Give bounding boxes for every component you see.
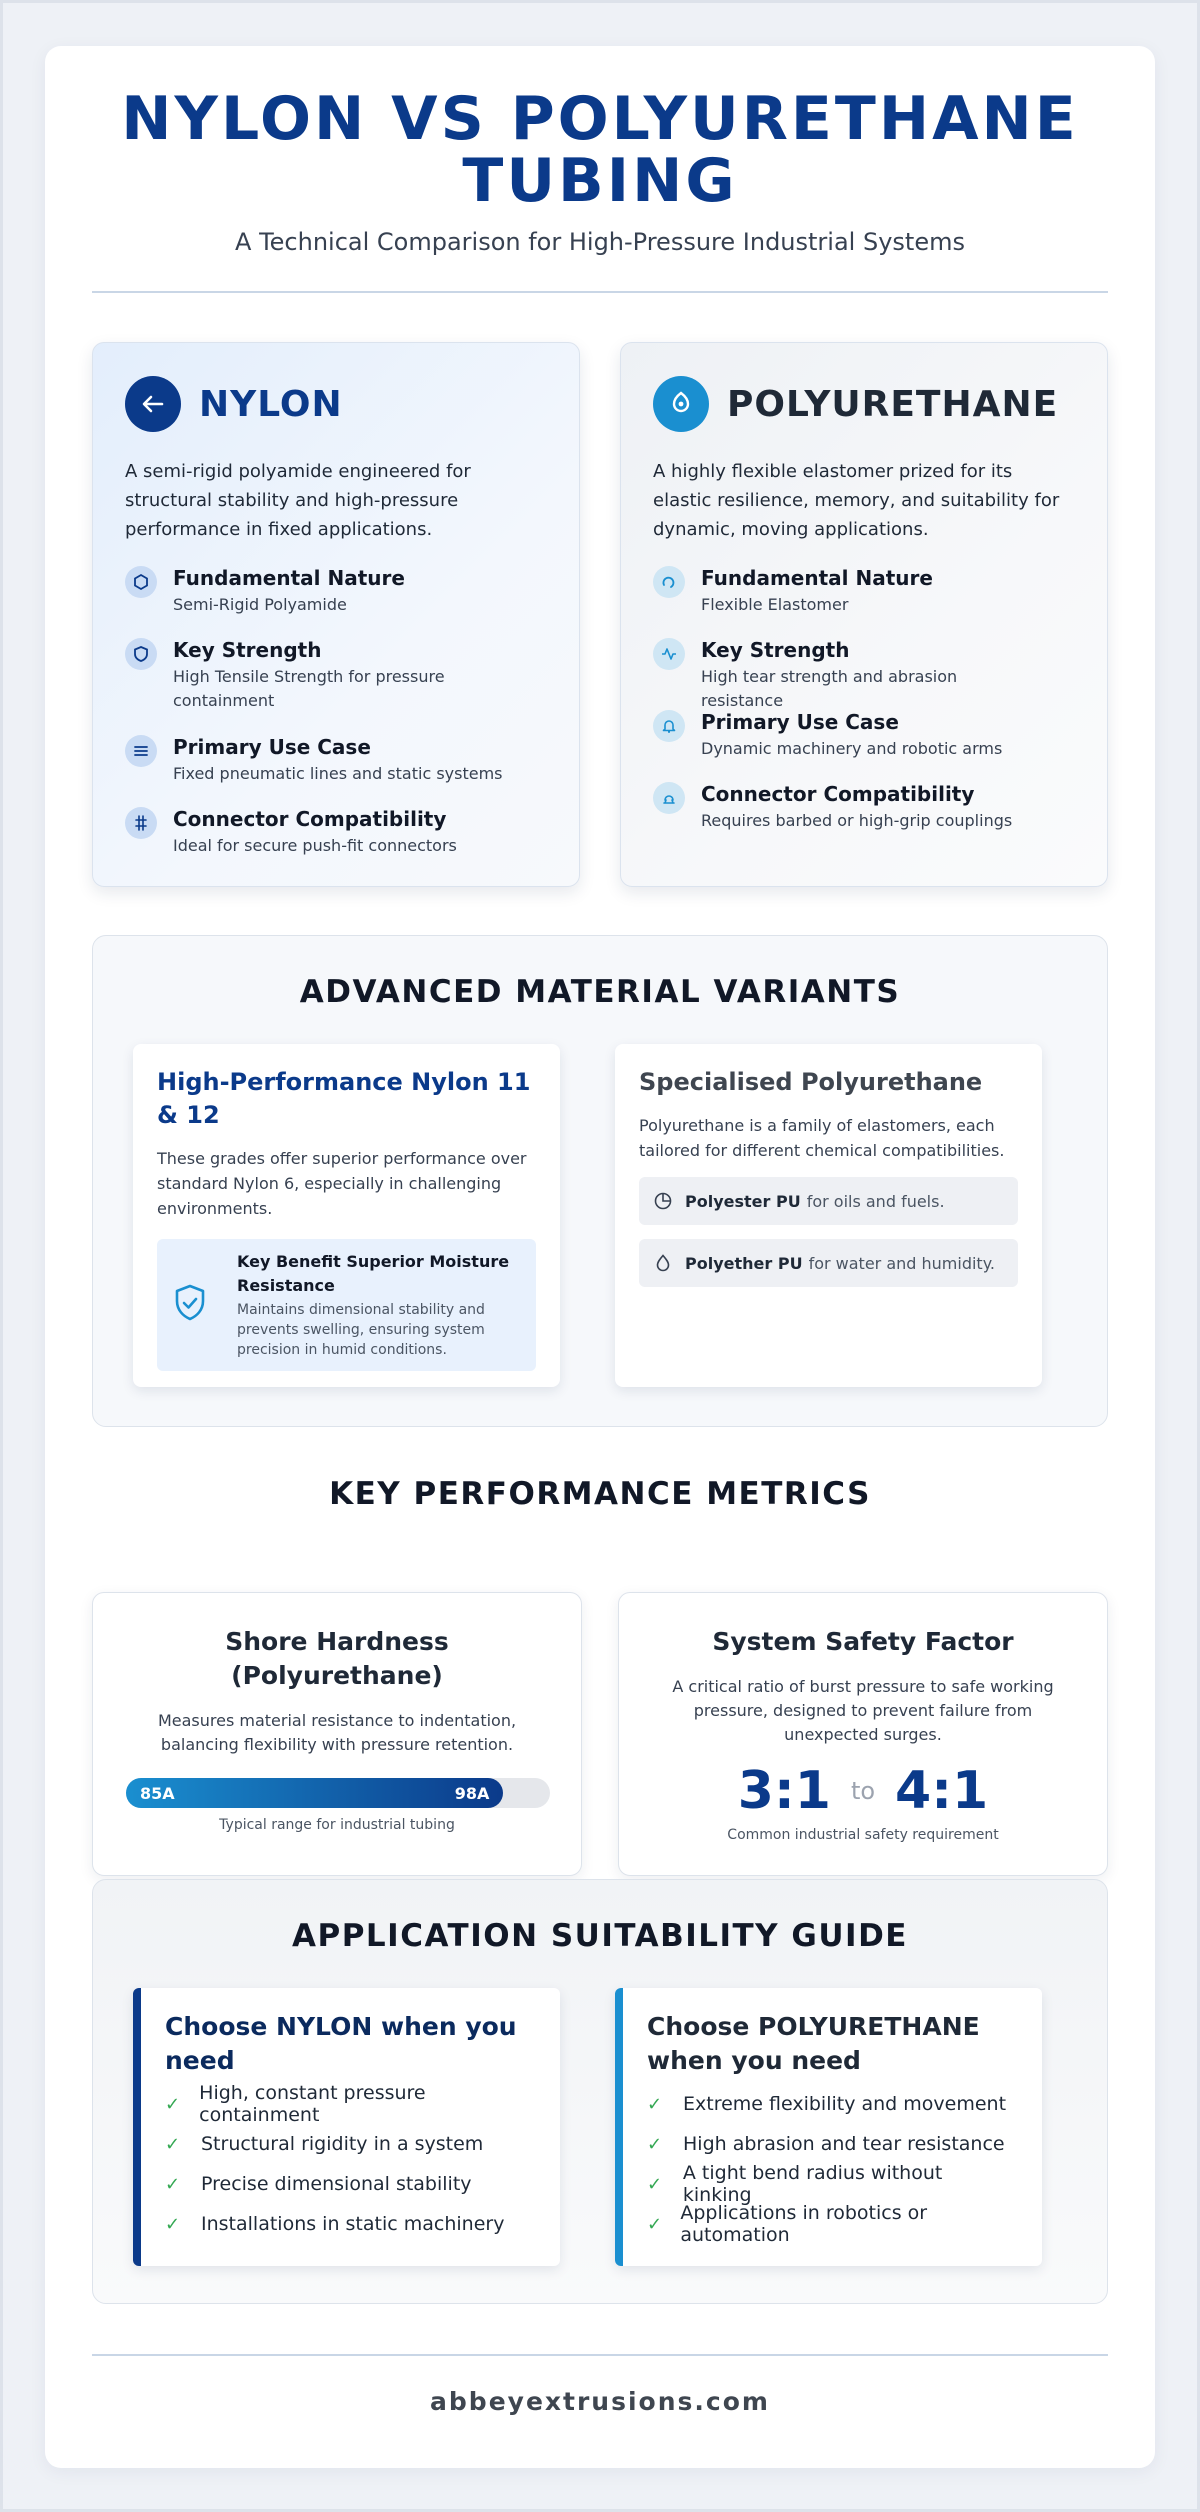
safety-factor-title: System Safety Factor <box>712 1627 1014 1656</box>
suitability-title: APPLICATION SUITABILITY GUIDE <box>292 1918 908 1954</box>
lines-icon <box>125 735 157 767</box>
safety-ratio <box>619 1761 1107 1821</box>
page-title: NYLON VS POLYURETHANE TUBING <box>121 84 1079 216</box>
list-item <box>647 2204 1016 2244</box>
header-divider <box>92 291 1108 293</box>
safety-factor-card <box>618 1592 1108 1876</box>
polyurethane-card-title: POLYURETHANE <box>727 383 1059 425</box>
list-item <box>165 2084 534 2124</box>
connector-icon <box>125 807 157 839</box>
polyurethane-description: A highly flexible elastomer prized for its elastic resilience, memory, and suitability for dynamic, moving applications. <box>653 461 1060 540</box>
feature-title: Primary Use Case <box>173 735 371 759</box>
metrics-title: KEY PERFORMANCE METRICS <box>329 1476 871 1512</box>
feature-detail: Dynamic machinery and robotic arms <box>701 739 1003 758</box>
feature-detail: High Tensile Strength for pressure containment <box>173 667 445 710</box>
hardness-caption: Typical range for industrial tubing <box>219 1817 455 1833</box>
hardness-range-fill <box>126 1778 503 1808</box>
hardness-min-label: 85A <box>140 1783 175 1803</box>
feature-detail: Fixed pneumatic lines and static systems <box>173 764 503 783</box>
bell-icon <box>653 710 685 742</box>
variants-title: ADVANCED MATERIAL VARIANTS <box>299 974 901 1010</box>
nylon-feature <box>125 734 503 786</box>
key-benefit-title: Key Benefit Superior Moisture Resistance <box>237 1252 510 1295</box>
hardness-max-label: 98A <box>454 1783 490 1803</box>
grip-icon <box>653 782 685 814</box>
safety-factor-description: A critical ratio of burst pressure to safe working pressure, designed to prevent failure from unexpected surges. <box>672 1677 1054 1744</box>
list-item-text: Applications in robotics or automation <box>680 2202 928 2246</box>
pu-type-pill <box>639 1239 1018 1287</box>
nylon-variant-card <box>133 1044 560 1387</box>
polyurethane-suitability-card <box>615 1988 1042 2266</box>
feature-title: Connector Compatibility <box>701 782 975 806</box>
feature-detail: Semi-Rigid Polyamide <box>173 595 347 614</box>
safety-caption: Common industrial safety requirement <box>727 1827 999 1843</box>
safety-connector: to <box>850 1777 876 1805</box>
accent-bar <box>615 1988 623 2266</box>
shore-hardness-card <box>92 1592 582 1876</box>
curve-icon <box>653 566 685 598</box>
safety-high: 4:1 <box>895 1761 989 1821</box>
polyurethane-suitability-title: Choose POLYURETHANE when you need <box>647 2012 980 2075</box>
list-item-text: Installations in static machinery <box>201 2213 505 2235</box>
list-item <box>647 2084 1016 2124</box>
pu-type-use: for water and humidity. <box>808 1253 995 1273</box>
variants-section <box>92 935 1108 1427</box>
feature-title: Key Strength <box>173 638 322 662</box>
list-item-text: Precise dimensional stability <box>201 2173 472 2195</box>
pu-type-pill <box>639 1177 1018 1225</box>
shore-hardness-description: Measures material resistance to indentation, balancing flexibility with pressure retention. <box>157 1711 517 1754</box>
check-icon: ✓ <box>165 2173 181 2195</box>
nylon-suitability-card <box>133 1988 560 2266</box>
page-subtitle: A Technical Comparison for High-Pressure Industrial Systems <box>235 228 965 256</box>
footer-divider <box>92 2354 1108 2356</box>
polyurethane-feature <box>653 781 1031 833</box>
nylon-description: A semi-rigid polyamide engineered for structural stability and high-pressure performance in fixed applications. <box>125 461 471 540</box>
list-item-text: Extreme flexibility and movement <box>683 2093 1007 2115</box>
list-item <box>647 2164 1016 2204</box>
nylon-variant-description: These grades offer superior performance over standard Nylon 6, especially in challenging environments. <box>157 1149 527 1218</box>
check-icon: ✓ <box>165 2133 181 2155</box>
list-item <box>165 2204 534 2244</box>
list-item-text: A tight bend radius without kinking <box>682 2162 943 2206</box>
check-icon: ✓ <box>647 2133 663 2155</box>
pulse-icon <box>653 638 685 670</box>
nylon-card <box>92 342 580 887</box>
polyurethane-feature <box>653 637 1031 713</box>
shield-icon <box>125 638 157 670</box>
pie-icon <box>653 1191 673 1211</box>
list-item <box>647 2124 1016 2164</box>
feature-detail: Requires barbed or high-grip couplings <box>701 811 1013 830</box>
shield-check-icon <box>173 1284 207 1326</box>
feature-detail: Ideal for secure push-fit connectors <box>173 836 457 855</box>
pu-type-name: Polyether PU <box>685 1253 803 1273</box>
polyurethane-feature <box>653 565 1031 617</box>
nylon-variant-title: High-Performance Nylon 11 & 12 <box>157 1068 531 1129</box>
polyurethane-variant-title: Specialised Polyurethane <box>639 1068 983 1096</box>
polyurethane-card <box>620 342 1108 887</box>
list-item-text: High abrasion and tear resistance <box>683 2133 1005 2155</box>
infographic-page <box>45 46 1155 2468</box>
nylon-suitability-title: Choose NYLON when you need <box>165 2012 517 2075</box>
key-benefit-box <box>157 1239 536 1371</box>
check-icon: ✓ <box>165 2213 181 2235</box>
flex-drop-icon <box>653 376 709 432</box>
check-icon: ✓ <box>165 2093 181 2115</box>
polyurethane-variant-description: Polyurethane is a family of elastomers, each tailored for different chemical compatibilities. <box>639 1116 1005 1160</box>
nylon-feature <box>125 565 503 617</box>
feature-title: Connector Compatibility <box>173 807 447 831</box>
shore-hardness-title: Shore Hardness (Polyurethane) <box>225 1627 449 1690</box>
nylon-card-title: NYLON <box>199 383 343 425</box>
feature-detail: High tear strength and abrasion resistance <box>701 667 958 710</box>
arrow-left-icon <box>125 376 181 432</box>
check-icon: ✓ <box>647 2213 663 2235</box>
key-benefit-detail: Maintains dimensional stability and prevents swelling, ensuring system precision in humid conditions. <box>237 1302 485 1358</box>
polyurethane-feature <box>653 709 1031 761</box>
footer-site[interactable]: abbeyextrusions.com <box>430 2387 770 2416</box>
polyurethane-variant-card <box>615 1044 1042 1387</box>
feature-detail: Flexible Elastomer <box>701 595 849 614</box>
hardness-range-bar <box>126 1778 550 1808</box>
drop-icon <box>653 1253 673 1273</box>
list-item-text: Structural rigidity in a system <box>201 2133 484 2155</box>
list-item <box>165 2164 534 2204</box>
accent-bar <box>133 1988 141 2266</box>
feature-title: Fundamental Nature <box>173 566 405 590</box>
nylon-feature <box>125 637 503 713</box>
feature-title: Primary Use Case <box>701 710 899 734</box>
check-icon: ✓ <box>647 2093 663 2115</box>
feature-title: Key Strength <box>701 638 850 662</box>
suitability-section <box>92 1879 1108 2304</box>
feature-title: Fundamental Nature <box>701 566 933 590</box>
safety-low: 3:1 <box>737 1761 831 1821</box>
nylon-feature <box>125 806 503 858</box>
hexagon-icon <box>125 566 157 598</box>
pu-type-name: Polyester PU <box>685 1191 801 1211</box>
pu-type-use: for oils and fuels. <box>806 1191 945 1211</box>
list-item <box>165 2124 534 2164</box>
check-icon: ✓ <box>647 2173 663 2195</box>
list-item-text: High, constant pressure containment <box>199 2082 426 2126</box>
